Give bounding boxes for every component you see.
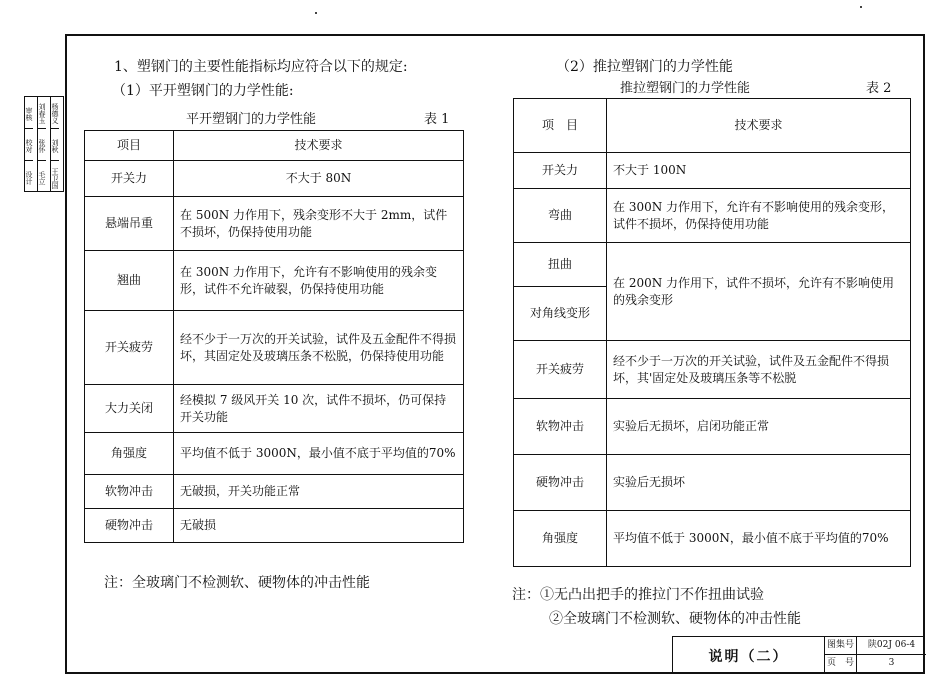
table-row bbox=[85, 251, 464, 311]
signoff-name: 刘春玉 bbox=[38, 97, 46, 129]
table-row bbox=[85, 161, 464, 197]
signoff-name: 张怀 bbox=[38, 129, 46, 161]
signoff-signature: 刘秋 bbox=[51, 129, 59, 161]
row-item: 大力关闭 bbox=[85, 385, 174, 433]
row-item: 软物冲击 bbox=[85, 475, 174, 509]
page-number-label: 页 号 bbox=[825, 655, 857, 672]
signoff-signature: 王卫国 bbox=[51, 167, 59, 189]
row-requirement: 实验后无损坏，启闭功能正常 bbox=[607, 399, 911, 455]
subsection-heading-sliding-door: （2）推拉塑钢门的力学性能 bbox=[556, 59, 733, 75]
drawing-title: 说明（二） bbox=[673, 637, 825, 674]
drawing-title-block bbox=[672, 636, 925, 674]
row-item: 开关疲劳 bbox=[514, 341, 607, 399]
row-requirement: 平均值不低于 3000N，最小值不底于平均值的70% bbox=[607, 511, 911, 567]
row-item: 角强度 bbox=[514, 511, 607, 567]
row-item: 开关力 bbox=[514, 153, 607, 189]
table-row bbox=[514, 399, 911, 455]
table-row bbox=[85, 475, 464, 509]
row-requirement: 在 200N 力作用下，试件不损坏，允许有不影响使用的残余变形 bbox=[607, 243, 911, 341]
col-header-requirement: 技术要求 bbox=[607, 99, 911, 153]
table-row bbox=[514, 189, 911, 243]
row-requirement: 在 300N 力作用下，允许有不影响使用的残余变形，试件不损坏，仍保持使用功能 bbox=[607, 189, 911, 243]
col-header-item: 项目 bbox=[85, 131, 174, 161]
row-requirement: 无破损，开关功能正常 bbox=[174, 475, 464, 509]
table-row bbox=[85, 385, 464, 433]
signoff-role: 审核 bbox=[25, 97, 33, 129]
table2-number: 表 2 bbox=[866, 81, 892, 96]
scan-speck bbox=[315, 12, 317, 14]
signoff-column-roles bbox=[25, 97, 38, 191]
table-header-row bbox=[514, 99, 911, 153]
subsection-heading-swing-door: （1）平开塑钢门的力学性能: bbox=[112, 83, 294, 99]
table2-note-2: ②全玻璃门不检测软、硬物体的冲击性能 bbox=[549, 611, 801, 627]
table1-number: 表 1 bbox=[424, 112, 450, 127]
row-requirement: 经不少于一万次的开关试验，试件及五金配件不得损坏，其'固定处及玻璃压条等不松脱 bbox=[607, 341, 911, 399]
row-item: 开关疲劳 bbox=[85, 311, 174, 385]
signoff-role: 设计 bbox=[25, 171, 33, 185]
table-row bbox=[85, 509, 464, 543]
title-block-grid bbox=[825, 637, 926, 674]
page-number-row bbox=[825, 655, 926, 673]
signoff-role: 校对 bbox=[25, 129, 33, 161]
row-item: 软物冲击 bbox=[514, 399, 607, 455]
signoff-name: 毛立 bbox=[38, 171, 46, 185]
table2-note-1: 注：①无凸出把手的推拉门不作扭曲试验 bbox=[512, 587, 764, 603]
row-requirement: 平均值不低于 3000N，最小值不底于平均值的70% bbox=[174, 433, 464, 475]
table-row bbox=[514, 455, 911, 511]
table-row bbox=[85, 197, 464, 251]
signoff-column-signatures bbox=[51, 97, 64, 191]
table-row bbox=[85, 311, 464, 385]
atlas-number-label: 图集号 bbox=[825, 637, 857, 654]
row-item: 硬物冲击 bbox=[85, 509, 174, 543]
row-requirement: 在 300N 力作用下，允许有不影响使用的残余变形，试件不允许破裂，仍保持使用功能 bbox=[174, 251, 464, 311]
row-item: 翘曲 bbox=[85, 251, 174, 311]
row-requirement: 不大于 80N bbox=[174, 161, 464, 197]
table1-swing-door-mechanics bbox=[84, 130, 464, 543]
signoff-signature: 杨德义 bbox=[51, 97, 59, 129]
table-row bbox=[514, 341, 911, 399]
section-heading: 1、塑钢门的主要性能指标均应符合以下的规定: bbox=[114, 59, 408, 75]
row-item: 弯曲 bbox=[514, 189, 607, 243]
row-item: 扭曲 bbox=[514, 243, 607, 287]
row-requirement: 不大于 100N bbox=[607, 153, 911, 189]
row-requirement: 经不少于一万次的开关试验，试件及五金配件不得损坏，其固定处及玻璃压条不松脱，仍保持使用功能 bbox=[174, 311, 464, 385]
table1-note: 注：全玻璃门不检测软、硬物体的冲击性能 bbox=[104, 575, 370, 591]
table-row bbox=[514, 511, 911, 567]
table2-title: 推拉塑钢门的力学性能 bbox=[620, 81, 751, 96]
row-item: 开关力 bbox=[85, 161, 174, 197]
signoff-column-names bbox=[38, 97, 51, 191]
row-item: 硬物冲击 bbox=[514, 455, 607, 511]
table-row bbox=[85, 433, 464, 475]
scan-speck bbox=[860, 6, 862, 8]
row-requirement: 无破损 bbox=[174, 509, 464, 543]
row-requirement: 在 500N 力作用下，残余变形不大于 2mm，试件不损坏，仍保持使用功能 bbox=[174, 197, 464, 251]
row-item: 对角线变形 bbox=[514, 287, 607, 341]
atlas-number-row bbox=[825, 637, 926, 655]
page-number-value: 3 bbox=[888, 658, 895, 668]
col-header-requirement: 技术要求 bbox=[174, 131, 464, 161]
table-header-row bbox=[85, 131, 464, 161]
table2-sliding-door-mechanics bbox=[513, 98, 911, 567]
col-header-item: 项 目 bbox=[514, 99, 607, 153]
table-row bbox=[514, 243, 911, 287]
row-item: 角强度 bbox=[85, 433, 174, 475]
row-requirement: 经模拟 7 级风开关 10 次，试件不损坏，仍可保持开关功能 bbox=[174, 385, 464, 433]
row-item: 悬端吊重 bbox=[85, 197, 174, 251]
row-requirement: 实验后无损坏 bbox=[607, 455, 911, 511]
atlas-number-value: 陕02J 06-4 bbox=[867, 640, 916, 650]
table1-title: 平开塑钢门的力学性能 bbox=[186, 112, 317, 127]
table-row bbox=[514, 153, 911, 189]
signoff-strip bbox=[24, 96, 64, 192]
